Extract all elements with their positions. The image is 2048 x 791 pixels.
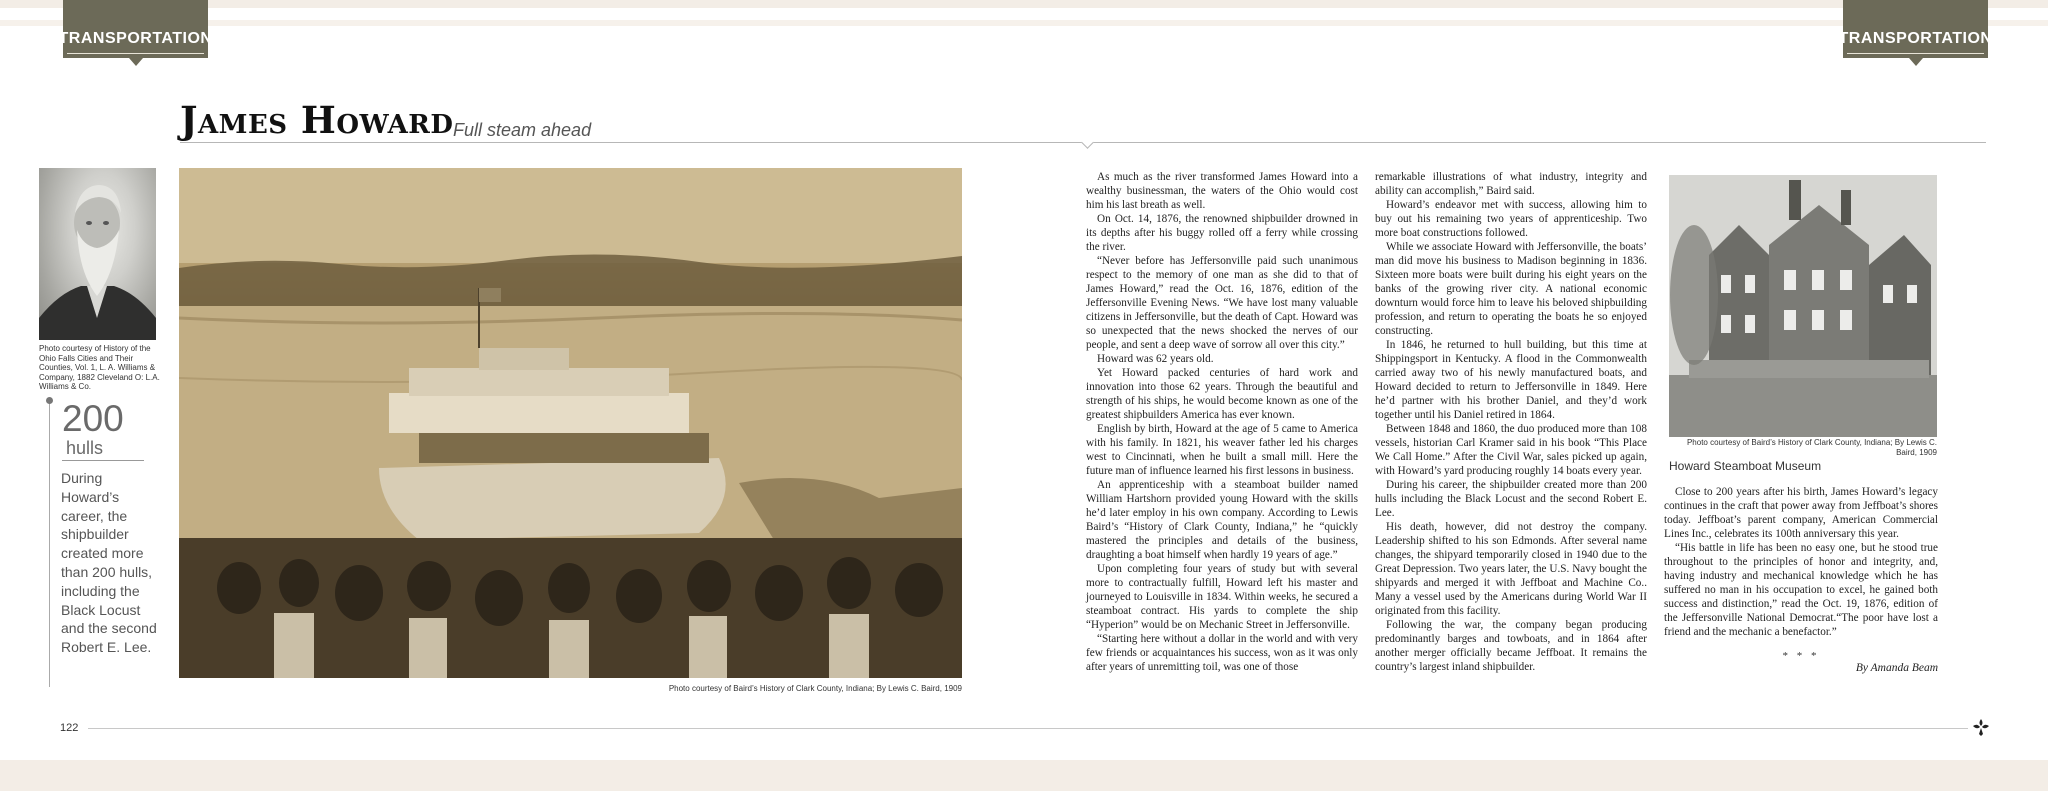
- paragraph: Close to 200 years after his birth, James Howard’s legacy continues in the craft that power away from Jeffboat’s shores today. Jeffboat’s parent company, American Commercial Lines Inc., celebrates its 100th anniversary this year.: [1664, 486, 1938, 540]
- paragraph: Upon completing four years of study but with several more to contractually fulfill, Howard left his master and journeyed to Louisville in 1834. Within weeks, he secured a steamboat contract. His yards to complete the ship “Hyperion” would be on Mechanic Street in Jeffersonville.: [1086, 563, 1358, 631]
- section-tab-right: [1838, 0, 1993, 58]
- tab-underline: [67, 53, 204, 54]
- portrait-photo: [39, 168, 156, 340]
- steamboat-photo: [179, 168, 962, 678]
- bottom-band: [0, 760, 2048, 791]
- steamboat-photo-caption: Photo courtesy of Baird’s History of Clark County, Indiana; By Lewis C. Baird, 1909: [668, 684, 962, 693]
- stat-text: During Howard’s career, the shipbuilder created more than 200 hulls, including the Black Locust and the second Robert E. Lee.: [61, 470, 157, 656]
- top-band: [0, 0, 2048, 8]
- paragraph: English by birth, Howard at the age of 5 came to America with his family. In 1821, his weaver father led his charges west to Cincinnati, when he built a small mill. Here the future man of influence learned his first lessons in business.: [1086, 423, 1358, 477]
- stat-dot: [46, 397, 53, 404]
- museum-photo: [1669, 175, 1937, 437]
- tab-notch: [129, 58, 143, 66]
- section-label: TRANSPORTATION: [58, 30, 213, 47]
- end-mark: * * *: [1782, 650, 1820, 662]
- paragraph: remarkable illustrations of what industry, integrity and ability can accomplish,” Baird said.: [1375, 171, 1647, 197]
- paragraph: “Starting here without a dollar in the world and with very few friends or acquaintances his success, won as it was only after years of unremitting toil, was one of those: [1086, 633, 1358, 673]
- tab-underline: [1847, 53, 1984, 54]
- paragraph: An apprenticeship with a steamboat builder named William Hartshorn provided young Howard with the skills he’d later employ in his own company. According to Lewis Baird’s “History of Clark County, Indiana,” he “quickly mastered the principles and details of the business, draughting a boat himself when hardly 19 years of age.”: [1086, 479, 1358, 561]
- portrait-caption: Photo courtesy of History of the Ohio Falls Cities and Their Counties, Vol. 1, L. A. Williams & Company, 1882 Cleveland O: L.A. Williams & Co.: [39, 344, 160, 391]
- article-column-1: [1086, 170, 1358, 674]
- paragraph: On Oct. 14, 1876, the renowned shipbuilder drowned in its depths after his buggy rolled off a ferry while crossing the river.: [1086, 213, 1358, 253]
- museum-photo-caption: Photo courtesy of Baird’s History of Clark County, Indiana; By Lewis C. Baird, 1909: [1686, 438, 1937, 457]
- paragraph: Howard was 62 years old.: [1097, 353, 1214, 365]
- article-column-3: [1664, 485, 1938, 639]
- stat-unit: hulls: [66, 438, 104, 458]
- stat-unit-rule: [62, 460, 144, 461]
- paragraph: While we associate Howard with Jeffersonville, the boats’ man did move his business to Madison beginning in 1836. Sixteen more boats were built during his eight years on the banks of the growing river city. A national economic downturn would force him to leave his beloved shipbuilding profession, and return to operating the boats he so enjoyed constructing.: [1375, 241, 1647, 337]
- paragraph: During his career, the shipbuilder created more than 200 hulls including the Black Locust and the second Robert E. Lee.: [1375, 479, 1647, 519]
- article-title: James Howard: [180, 98, 454, 142]
- page-number: 122: [60, 722, 79, 734]
- paragraph: His death, however, did not destroy the company. Leadership shifted to his son Edmonds. After several name changes, the shipyard temporarily closed in 1940 due to the Great Depression. Two years later, the U.S. Navy bought the shipyards and merged it with Jeffboat and Machine Co.. Many a vessel used by the Americans during World War II originated from this facility.: [1375, 521, 1647, 617]
- paragraph: As much as the river transformed James Howard into a wealthy businessman, the waters of the Ohio would cost him his last breath as well.: [1086, 171, 1358, 211]
- paragraph: “Never before has Jeffersonville paid such unanimous respect to the memory of one man as she did to that of James Howard,” read the Oct. 16, 1876, edition of the Jeffersonville Evening News. “We have lost many valuable citizens in Jeffersonville, but the death of Capt. Howard was so unexpected that the news shocked the nerves of our people, and sent a deep wave of sorrow all over this city.”: [1086, 255, 1358, 351]
- stat-rule: [49, 400, 50, 687]
- article-column-2: [1375, 170, 1647, 674]
- byline: By Amanda Beam: [1855, 662, 1938, 674]
- section-label: TRANSPORTATION: [1838, 30, 1993, 47]
- tab-notch: [1909, 58, 1923, 66]
- footer-rule: [88, 728, 1968, 729]
- paragraph: Between 1848 and 1860, the duo produced more than 108 vessels, historian Carl Kramer said in his book “This Place We Call Home.” After the Civil War, sales picked up again, with Howard’s yard producing roughly 14 boats every year.: [1375, 423, 1647, 477]
- fleuron-icon: [1971, 717, 1991, 737]
- stat-number: 200: [62, 398, 124, 439]
- paragraph: In 1846, he returned to hull building, but this time at Shippingsport in Kentucky. A flood in the Commonwealth carried away two of his newly manufactured boats, and Howard decided to return to Jeffersonville in 1849. Here he’d partner with his brother Daniel, and they’d work together until his Daniel retired in 1864.: [1375, 339, 1647, 421]
- top-stripe: [0, 20, 2048, 26]
- museum-photo-title: Howard Steamboat Museum: [1669, 459, 1822, 473]
- paragraph: Howard’s endeavor met with success, allowing him to buy out his remaining two years of apprenticeship. Two more boat constructions followed.: [1375, 199, 1647, 239]
- paragraph: Yet Howard packed centuries of hard work and innovation into those 62 years. Through the beautiful and strength of his ships, he would become known as one of the greatest shipbuilders America has ever known.: [1086, 367, 1358, 421]
- paragraph: Following the war, the company began producing predominantly barges and towboats, and in 1864 after another merger officially became Jeffboat. It remains the country’s largest inland shipbuilder.: [1375, 619, 1647, 673]
- article-header: [180, 98, 1986, 146]
- article-subtitle: Full steam ahead: [453, 120, 592, 140]
- paragraph: “His battle in life has been no easy one, but he stood true throughout to the principles of honor and integrity, and, having industry and mechanical knowledge which he has suffered no man in his occupation to excel, he gained both success and distinction,” read the Oct. 19, 1876, edition of the Jeffersonville National Democrat.“The poor have lost a friend and the mechanic a benefactor.”: [1664, 542, 1938, 638]
- section-tab-left: [58, 0, 213, 58]
